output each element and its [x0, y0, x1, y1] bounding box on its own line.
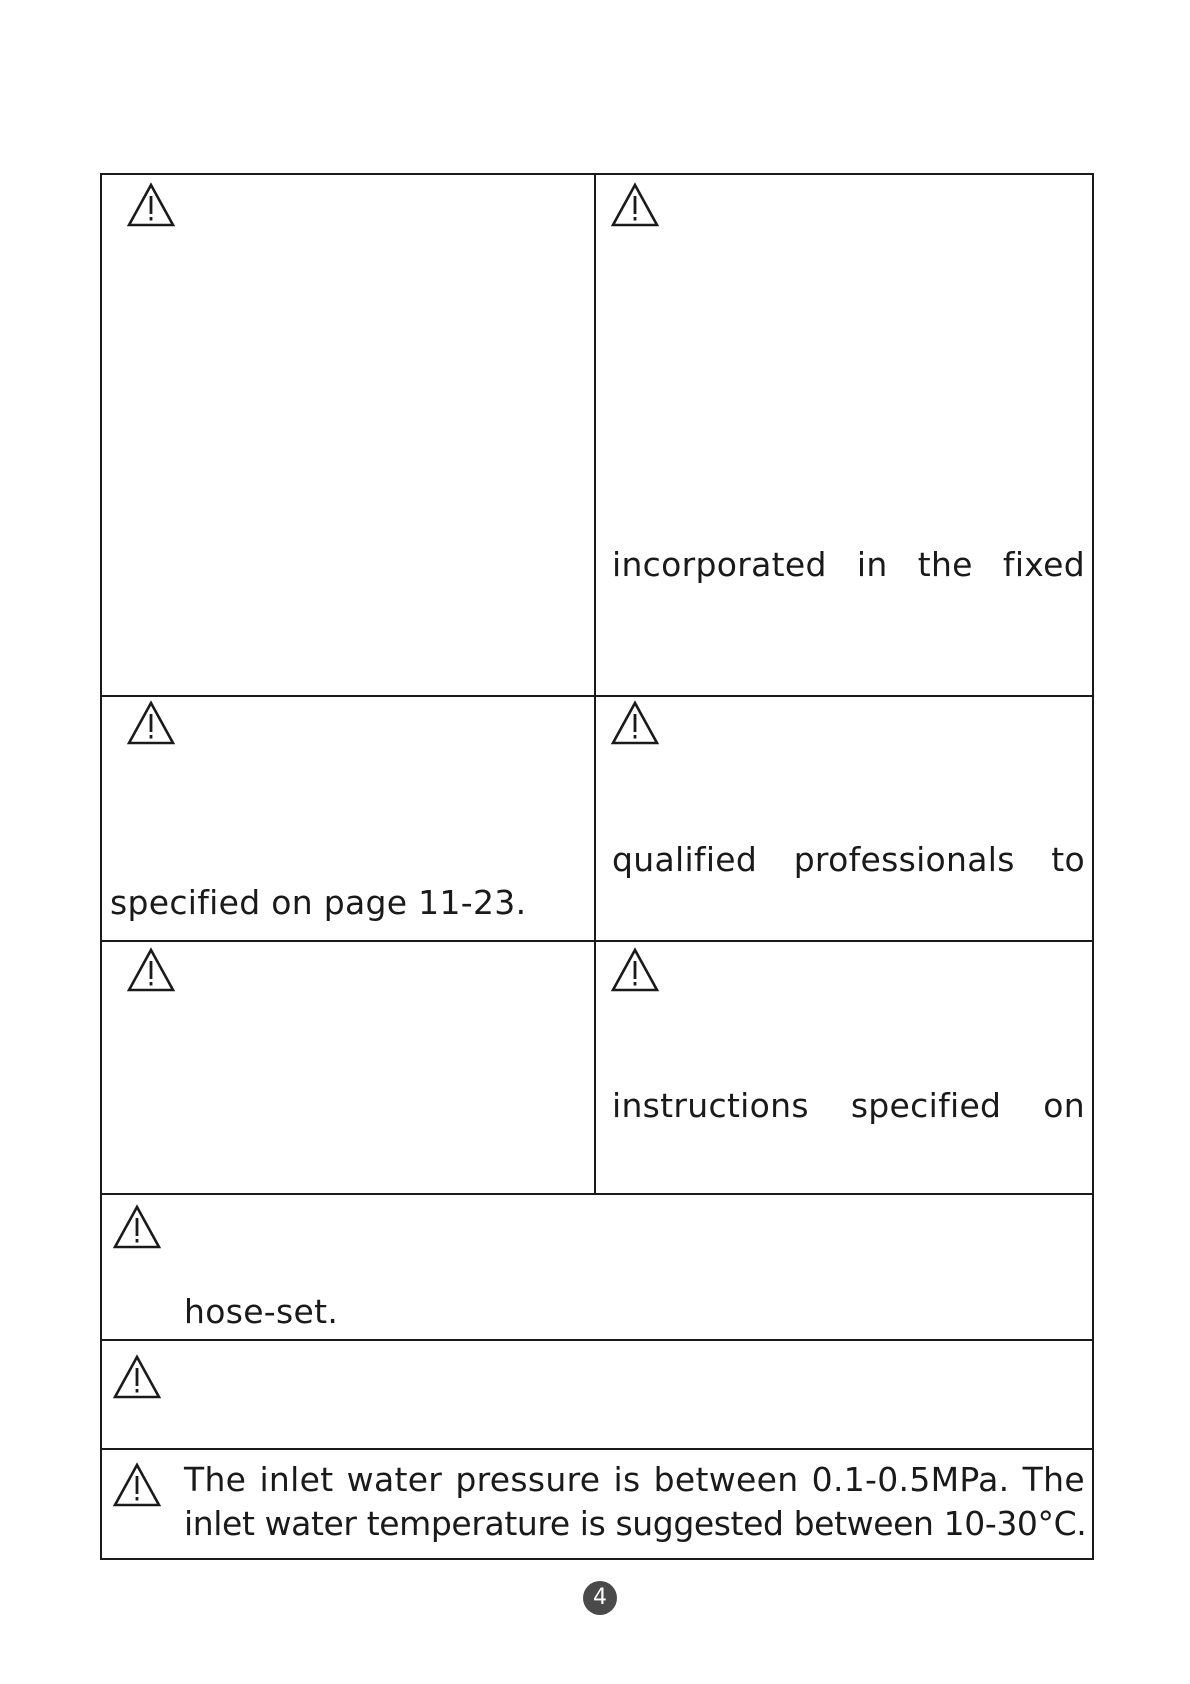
warning-triangle-icon: [126, 182, 176, 228]
table-border-bottom: [100, 1558, 1094, 1560]
word: the: [917, 545, 973, 584]
word: 0.1-0.5MPa.: [811, 1460, 1010, 1499]
table-border-left: [100, 173, 102, 1559]
cell-text-r2-right: [612, 838, 1085, 882]
word: qualified: [612, 840, 758, 879]
word: professionals: [793, 840, 1015, 879]
cell-text-r2-left: specified on page 11-23.: [110, 883, 527, 922]
table-border-top: [100, 173, 1094, 175]
warning-triangle-icon: [112, 1354, 162, 1400]
column-divider: [594, 173, 596, 1193]
cell-text-r3-right: [612, 1084, 1085, 1128]
row-divider-1: [100, 695, 1094, 697]
warning-triangle-icon: [112, 1462, 162, 1508]
row-divider-3: [100, 1193, 1094, 1195]
row-divider-5: [100, 1448, 1094, 1450]
cell-text-r4: hose-set.: [184, 1292, 339, 1331]
word: water: [346, 1460, 443, 1499]
warning-triangle-icon: [126, 947, 176, 993]
warning-triangle-icon: [610, 947, 660, 993]
word: incorporated: [612, 545, 827, 584]
warning-triangle-icon: [112, 1204, 162, 1250]
word: The: [184, 1460, 247, 1499]
word: to: [1051, 840, 1085, 879]
warning-triangle-icon: [610, 700, 660, 746]
row-divider-2: [100, 940, 1094, 942]
table-border-right: [1092, 173, 1094, 1559]
word: fixed: [1002, 545, 1085, 584]
word: instructions: [612, 1086, 809, 1125]
page-number-badge: 4: [583, 1581, 617, 1615]
cell-text-r6-line2: inlet water temperature is suggested between 10-30°C.: [184, 1504, 1087, 1543]
word: specified: [850, 1086, 1002, 1125]
word: between: [653, 1460, 799, 1499]
warning-triangle-icon: [126, 700, 176, 746]
word: inlet: [259, 1460, 334, 1499]
word: pressure: [455, 1460, 601, 1499]
word: The: [1022, 1460, 1085, 1499]
word: on: [1043, 1086, 1085, 1125]
warning-triangle-icon: [610, 182, 660, 228]
word: is: [613, 1460, 641, 1499]
word: in: [856, 545, 888, 584]
row-divider-4: [100, 1339, 1094, 1341]
cell-text-r1-right: [612, 543, 1085, 587]
cell-text-r6-line1: [184, 1458, 1085, 1502]
